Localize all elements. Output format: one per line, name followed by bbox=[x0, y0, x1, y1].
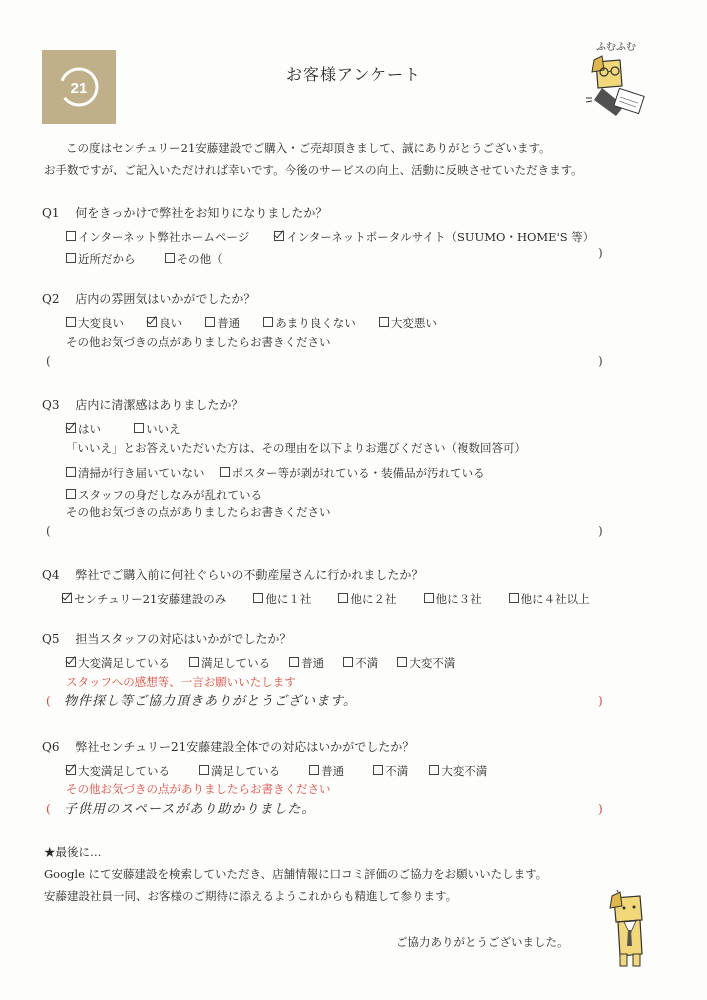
mascot-standing bbox=[604, 890, 652, 974]
q3-reason-poster[interactable]: ポスター等が剥がれている・装備品が汚れている bbox=[220, 465, 485, 481]
checkbox[interactable] bbox=[373, 765, 383, 775]
checkbox[interactable] bbox=[220, 467, 230, 477]
q2-open-paren: ( bbox=[46, 354, 51, 368]
checkbox[interactable] bbox=[199, 765, 209, 775]
q3-text: 店内に清潔感はありましたか？ bbox=[75, 398, 244, 412]
q1-option-portal[interactable]: インターネットポータルサイト（SUUMO・HOME'S 等） bbox=[274, 229, 594, 245]
q6-option-3[interactable]: 普通 bbox=[309, 763, 344, 779]
q5-label: Q5 bbox=[42, 632, 60, 646]
q3-reasons-row-1 bbox=[66, 462, 503, 481]
q5-text: 担当スタッフの対応はいかがでしたか？ bbox=[75, 632, 292, 646]
checkbox-checked[interactable] bbox=[147, 317, 157, 327]
checkbox[interactable] bbox=[189, 657, 199, 667]
checkbox[interactable] bbox=[429, 765, 439, 775]
q1-close-paren: ) bbox=[598, 246, 603, 260]
q6-option-2[interactable]: 満足している bbox=[199, 763, 280, 779]
checkbox[interactable] bbox=[309, 765, 319, 775]
q3-open-paren: ( bbox=[46, 524, 51, 538]
q3-reason-cleaning[interactable]: 清掃が行き届いていない bbox=[66, 465, 205, 481]
checkbox[interactable] bbox=[66, 317, 76, 327]
checkbox[interactable] bbox=[165, 253, 175, 263]
dog-mascot-icon bbox=[582, 50, 662, 126]
mascot-caption: ふむふむ bbox=[596, 42, 636, 53]
q5-note: スタッフへの感想等、一言お願いいたします bbox=[66, 675, 296, 689]
q6-option-1[interactable]: 大変満足している bbox=[66, 763, 170, 779]
q5-handwritten-answer[interactable]: 物件探し等ご協力頂きありがとうございます。 bbox=[64, 694, 357, 709]
footer-line-2: 安藤建設社員一同、お客様のご期待に添えるようこれからも精進して参ります。 bbox=[44, 889, 458, 903]
q6-open-paren: ( bbox=[46, 802, 51, 816]
checkbox[interactable] bbox=[134, 423, 144, 433]
q3-option-no[interactable]: いいえ bbox=[134, 421, 181, 437]
q1-label: Q1 bbox=[42, 206, 60, 220]
q3-note: その他お気づきの点がありましたらお書きください bbox=[66, 505, 331, 519]
q4-options bbox=[62, 588, 590, 607]
q4-label: Q4 bbox=[42, 568, 60, 582]
q5-option-3[interactable]: 普通 bbox=[289, 655, 324, 671]
q5-option-2[interactable]: 満足している bbox=[189, 655, 270, 671]
checkbox-checked[interactable] bbox=[66, 423, 76, 433]
checkbox[interactable] bbox=[343, 657, 353, 667]
q4-option-3[interactable]: 他に２社 bbox=[338, 591, 396, 607]
q3-label: Q3 bbox=[42, 398, 60, 412]
thanks-message: ご協力ありがとうございました。 bbox=[396, 935, 569, 949]
checkbox[interactable] bbox=[289, 657, 299, 667]
q3-options bbox=[66, 418, 199, 437]
logo-text: 21 bbox=[70, 80, 88, 97]
checkbox[interactable] bbox=[263, 317, 273, 327]
q5-open-paren: ( bbox=[46, 694, 51, 708]
q2-text: 店内の雰囲気はいかがでしたか？ bbox=[75, 292, 256, 306]
q6-option-4[interactable]: 不満 bbox=[373, 763, 408, 779]
q5-close-paren: ) bbox=[598, 694, 603, 708]
q2-option-3[interactable]: 普通 bbox=[205, 315, 240, 331]
q2-option-5[interactable]: 大変悪い bbox=[379, 315, 437, 331]
q6-handwritten-answer[interactable]: 子供用のスペースがあり助かりました。 bbox=[64, 802, 316, 817]
q6-label: Q6 bbox=[42, 740, 60, 754]
intro-line-1: この度はセンチュリー21安藤建設でご購入・ご売却頂きまして、誠にありがとうございます。 bbox=[66, 141, 551, 155]
q2-option-1[interactable]: 大変良い bbox=[66, 315, 124, 331]
q6-note: その他お気づきの点がありましたらお書きください bbox=[66, 782, 331, 796]
q3-close-paren: ) bbox=[598, 524, 603, 538]
intro-line-2: お手数ですが、ご記入いただければ幸いです。今後のサービスの向上、活動に反映させていただきます。 bbox=[44, 163, 583, 177]
q6-question bbox=[42, 738, 414, 755]
page-title: お客様アンケート bbox=[285, 65, 422, 84]
q3-option-yes[interactable]: はい bbox=[66, 421, 101, 437]
checkbox[interactable] bbox=[66, 489, 76, 499]
checkbox-checked[interactable] bbox=[66, 765, 76, 775]
checkbox[interactable] bbox=[253, 593, 263, 603]
q5-question bbox=[42, 630, 291, 647]
q1-option-other[interactable]: その他（ bbox=[165, 251, 223, 267]
q4-question bbox=[42, 566, 423, 583]
q1-option-homepage[interactable]: インターネット弊社ホームページ bbox=[66, 229, 249, 245]
q1-text: 何をきっかけで弊社をお知りになりましたか？ bbox=[75, 206, 328, 220]
q2-question bbox=[42, 290, 255, 307]
q1-row-1 bbox=[66, 226, 612, 245]
checkbox[interactable] bbox=[379, 317, 389, 327]
q2-option-4[interactable]: あまり良くない bbox=[263, 315, 356, 331]
q4-option-2[interactable]: 他に１社 bbox=[253, 591, 311, 607]
footer-heading: ★最後に… bbox=[44, 845, 102, 859]
checkbox-checked[interactable] bbox=[66, 657, 76, 667]
checkbox[interactable] bbox=[338, 593, 348, 603]
q2-option-2[interactable]: 良い bbox=[147, 315, 182, 331]
q5-option-4[interactable]: 不満 bbox=[343, 655, 378, 671]
q6-close-paren: ) bbox=[598, 802, 603, 816]
q5-options bbox=[66, 652, 455, 671]
checkbox[interactable] bbox=[397, 657, 407, 667]
q1-option-nearby[interactable]: 近所だから bbox=[66, 251, 136, 267]
q4-option-4[interactable]: 他に３社 bbox=[424, 591, 482, 607]
q6-text: 弊社センチュリー21安藤建設全体での対応はいかがでしたか？ bbox=[75, 740, 415, 754]
q1-row-2 bbox=[66, 248, 241, 267]
q2-label: Q2 bbox=[42, 292, 60, 306]
checkbox-checked[interactable] bbox=[274, 231, 284, 241]
q3-question bbox=[42, 396, 243, 413]
q6-option-5[interactable]: 大変不満 bbox=[429, 763, 487, 779]
checkbox[interactable] bbox=[66, 253, 76, 263]
q2-note: その他お気づきの点がありましたらお書きください bbox=[66, 335, 331, 349]
q4-text: 弊社でご購入前に何社ぐらいの不動産屋さんに行かれましたか？ bbox=[75, 568, 424, 582]
checkbox[interactable] bbox=[66, 231, 76, 241]
q3-reason-appearance[interactable]: スタッフの身だしなみが乱れている bbox=[66, 487, 262, 503]
checkbox-checked[interactable] bbox=[62, 593, 72, 603]
checkbox[interactable] bbox=[205, 317, 215, 327]
q3-reasons-row-2 bbox=[66, 484, 280, 503]
q4-option-5[interactable]: 他に４社以上 bbox=[509, 591, 590, 607]
footer-line-1: Google にて安藤建設を検索していただき、店舗情報に口コミ評価のご協力をお願いいたします。 bbox=[44, 867, 548, 881]
checkbox[interactable] bbox=[424, 593, 434, 603]
dog-mascot-standing-icon bbox=[604, 890, 652, 970]
q6-options bbox=[66, 760, 487, 779]
checkbox[interactable] bbox=[509, 593, 519, 603]
q2-options bbox=[66, 312, 455, 331]
checkbox[interactable] bbox=[66, 467, 76, 477]
q3-follow-up: 「いいえ」とお答えいただいた方は、その理由を以下よりお選びください（複数回答可） bbox=[66, 441, 526, 455]
q1-question bbox=[42, 204, 327, 221]
q5-option-1[interactable]: 大変満足している bbox=[66, 655, 170, 671]
q5-option-5[interactable]: 大変不満 bbox=[397, 655, 455, 671]
q4-option-1[interactable]: センチュリー21安藤建設のみ bbox=[62, 591, 226, 607]
q2-close-paren: ) bbox=[598, 354, 603, 368]
